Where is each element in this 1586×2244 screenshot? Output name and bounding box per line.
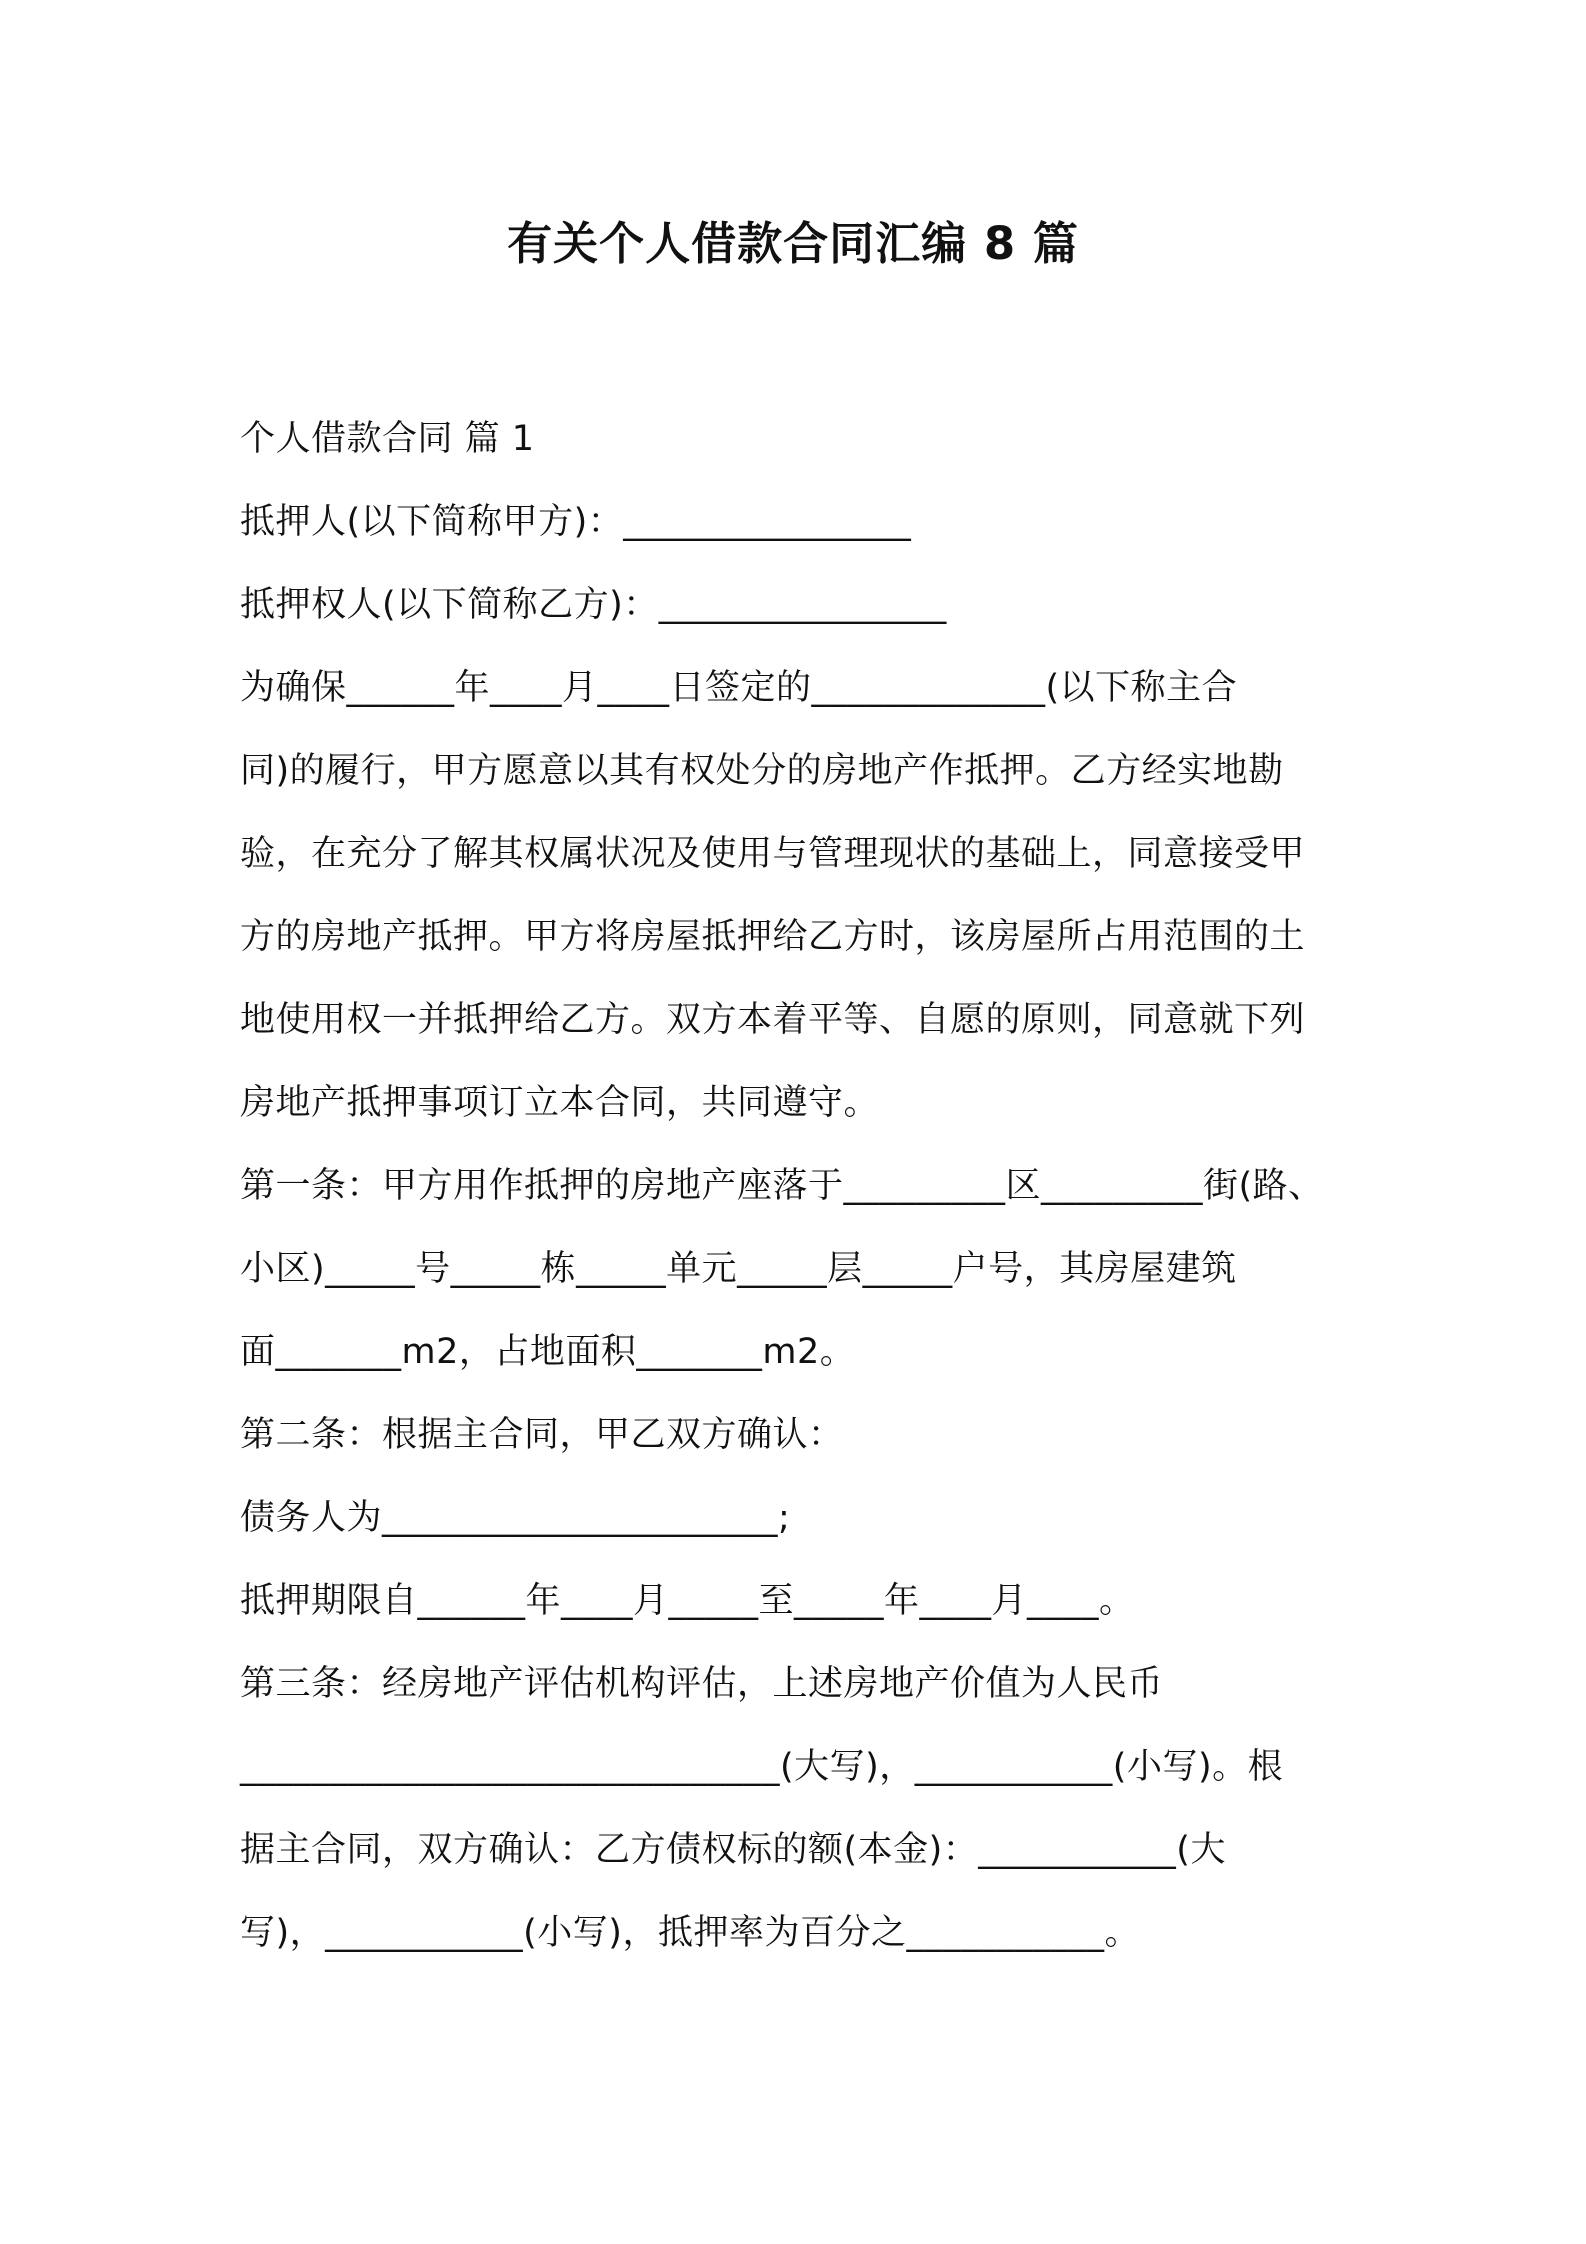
paragraph-line: 同)的履行，甲方愿意以其有权处分的房地产作抵押。乙方经实地勘	[240, 751, 1284, 791]
paragraph-line: 写)，___________(小写)，抵押率为百分之___________。	[240, 1913, 1140, 1953]
paragraph-line: 小区)_____号_____栋_____单元_____层_____户号，其房屋建筑	[240, 1249, 1237, 1289]
paragraph-line: 地使用权一并抵押给乙方。双方本着平等、自愿的原则，同意就下列	[240, 1000, 1306, 1040]
paragraph-line: 方的房地产抵押。甲方将房屋抵押给乙方时，该房屋所占用范围的土	[240, 917, 1306, 957]
paragraph-line: 为确保______年____月____日签定的_____________(以下称主合	[240, 668, 1238, 708]
paragraph-line: 第三条：经房地产评估机构评估，上述房地产价值为人民币	[240, 1664, 1164, 1704]
section-heading: 个人借款合同 篇 1	[240, 419, 535, 459]
paragraph-line: 第一条：甲方用作抵押的房地产座落于_________区_________街(路、	[240, 1166, 1324, 1206]
paragraph-line: 债务人为______________________;	[240, 1498, 791, 1538]
paragraph-line: 第二条：根据主合同，甲乙双方确认：	[240, 1415, 844, 1455]
paragraph-line: ______________________________(大写)，___________(小写)。根	[240, 1747, 1284, 1787]
paragraph-line: 验，在充分了解其权属状况及使用与管理现状的基础上，同意接受甲	[240, 834, 1306, 874]
paragraph-line: 房地产抵押事项订立本合同，共同遵守。	[240, 1083, 880, 1123]
paragraph-line: 抵押人(以下简称甲方)：________________	[240, 502, 912, 542]
paragraph-line: 抵押权人(以下简称乙方)：________________	[240, 585, 947, 625]
paragraph-line: 抵押期限自______年____月_____至_____年____月____。	[240, 1581, 1135, 1621]
paragraph-line: 据主合同，双方确认：乙方债权标的额(本金)：___________(大	[240, 1830, 1226, 1870]
document-title: 有关个人借款合同汇编 8 篇	[507, 217, 1079, 270]
paragraph-line: 面_______m2，占地面积_______m2。	[240, 1332, 856, 1372]
